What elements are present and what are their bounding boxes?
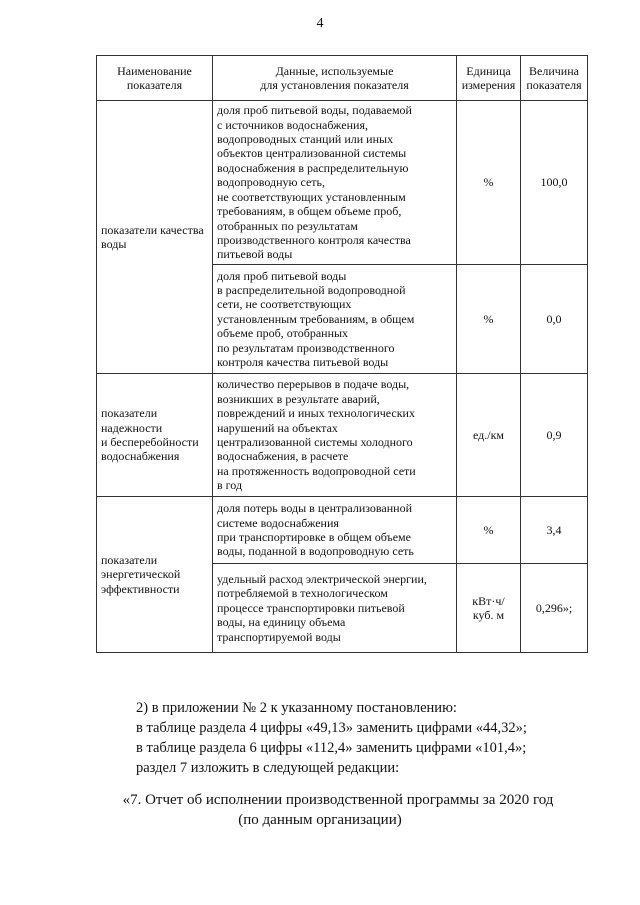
group-name-energy-efficiency: показатели энергетической эффективности (97, 497, 213, 653)
row-data: удельный расход электрической энергии, потребляемой в технологическом процессе транспортировки питьевой воды, на единицу объема транспортируемой воды (213, 564, 457, 653)
row-unit: % (457, 497, 521, 564)
row-data: доля потерь воды в централизованной системе водоснабжения при транспортировке в общем объеме воды, поданной в водопроводную сеть (213, 497, 457, 564)
group-name-reliability: показатели надежности и бесперебойности водоснабжения (97, 374, 213, 497)
row-data: доля проб питьевой воды в распределительной водопроводной сети, не соответствующих установленным требованиям, в общем объеме проб, отобранных по результатам производственного контроля качества питьевой воды (213, 265, 457, 374)
row-unit: ед./км (457, 374, 521, 497)
row-value: 0,0 (521, 265, 588, 374)
row-value: 0,9 (521, 374, 588, 497)
row-data: доля проб питьевой воды, подаваемой с источников водоснабжения, водопроводных станций или иных объектов централизованной системы водоснабжения в распределительную водопроводную сеть, не соответствующих установленным требованиям, в общем объеме проб, отобранных по результатам производственного контроля качества питьевой воды (213, 101, 457, 265)
row-data: количество перерывов в подаче воды, возникших в результате аварий, повреждений и иных технологических нарушений на объектах централизованной системы холодного водоснабжения, в расчете на протяженность водопроводной сети в год (213, 374, 457, 497)
section-subtitle-line: (по данным организации) (238, 812, 402, 828)
row-unit: % (457, 265, 521, 374)
row-unit: кВт·ч/ куб. м (457, 564, 521, 653)
section-title (0, 790, 640, 830)
header-unit: Единица измерения (457, 56, 521, 101)
table-row (97, 101, 588, 265)
row-value: 100,0 (521, 101, 588, 265)
row-value: 0,296»; (521, 564, 588, 653)
page-number: 4 (316, 16, 324, 31)
group-name-water-quality: показатели качества воды (97, 101, 213, 374)
amendment-instructions (136, 698, 527, 778)
header-name: Наименование показателя (97, 56, 213, 101)
instruction-line: в таблице раздела 6 цифры «112,4» заменить цифрами «101,4»; (136, 740, 527, 756)
header-data: Данные, используемые для установления показателя (213, 56, 457, 101)
instruction-line: 2) в приложении № 2 к указанному постановлению: (136, 700, 457, 716)
header-value: Величина показателя (521, 56, 588, 101)
section-title-line: «7. Отчет об исполнении производственной программы за 2020 год (122, 792, 554, 808)
table-row (97, 497, 588, 564)
row-unit: % (457, 101, 521, 265)
instruction-line: в таблице раздела 4 цифры «49,13» заменить цифрами «44,32»; (136, 720, 527, 736)
indicators-table (96, 55, 588, 653)
row-value: 3,4 (521, 497, 588, 564)
table-row (97, 374, 588, 497)
table-header-row (97, 56, 588, 101)
instruction-line: раздел 7 изложить в следующей редакции: (136, 760, 400, 776)
